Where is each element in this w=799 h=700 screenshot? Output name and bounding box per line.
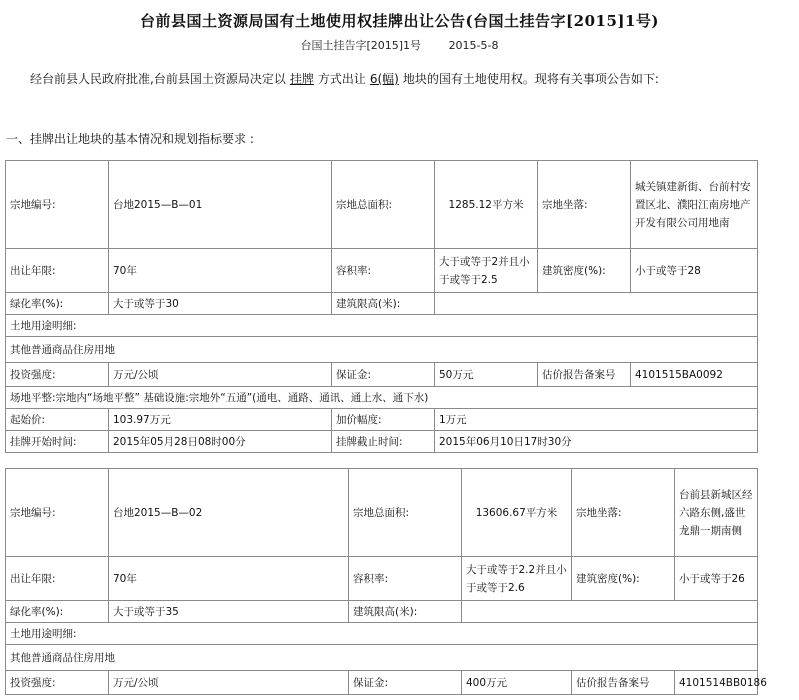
- label-term: 出让年限:: [6, 557, 109, 601]
- label-green: 绿化率(%):: [6, 601, 109, 623]
- label-appraisal: 估价报告备案号: [538, 363, 631, 387]
- intro-method: 挂牌: [289, 72, 314, 86]
- total-area-value: 1285.12平方米: [435, 161, 538, 249]
- table-row: [6, 469, 758, 557]
- section-heading: 一、挂牌出让地块的基本情况和规划指标要求 :: [6, 132, 254, 146]
- location-value: 台前县新城区经六路东侧,盛世龙鼎一期南侧: [675, 469, 758, 557]
- use-value: 其他普通商品住房用地: [6, 337, 758, 363]
- intro-text-2: 方式出让: [317, 72, 366, 86]
- far-value: 大于或等于2并且小于或等于2.5: [435, 249, 538, 293]
- publish-date: 2015-5-8: [448, 39, 499, 52]
- label-total-area: 宗地总面积:: [349, 469, 462, 557]
- density-value: 小于或等于28: [631, 249, 758, 293]
- label-green: 绿化率(%):: [6, 293, 109, 315]
- label-density: 建筑密度(%):: [572, 557, 675, 601]
- parcel-table-2: [5, 468, 767, 695]
- parcel-table-1: [5, 160, 758, 453]
- intro-text-1: 经台前县人民政府批准,台前县国土资源局决定以: [30, 72, 286, 86]
- location-value: 城关镇建新街、台前村安置区北、濮阳江南房地产开发有限公司用地南: [631, 161, 758, 249]
- listing-end-value: 2015年06月10日17时30分: [435, 431, 758, 453]
- label-deposit: 保证金:: [349, 671, 462, 695]
- table-row: [6, 557, 758, 601]
- listing-start-value: 2015年05月28日08时00分: [109, 431, 332, 453]
- table-row: [6, 293, 758, 315]
- label-far: 容积率:: [349, 557, 462, 601]
- label-start-price: 起始价:: [6, 409, 109, 431]
- invest-value: 万元/公顷: [109, 363, 332, 387]
- green-value: 大于或等于30: [109, 293, 332, 315]
- label-parcel-no: 宗地编号:: [6, 161, 109, 249]
- intro-count: 6(幅): [369, 72, 399, 86]
- label-listing-start: 挂牌开始时间:: [6, 431, 109, 453]
- label-invest: 投资强度:: [6, 671, 109, 695]
- deposit-value: 400万元: [462, 671, 572, 695]
- label-use-detail: 土地用途明细:: [6, 623, 758, 645]
- table-row: [6, 431, 758, 453]
- table-row: [6, 249, 758, 293]
- intro-paragraph: [6, 70, 786, 89]
- parcel-no-value: 台地2015—B—02: [109, 469, 349, 557]
- intro-text-3: 地块的国有土地使用权。现将有关事项公告如下:: [402, 72, 659, 86]
- table-row: [6, 645, 758, 671]
- total-area-value: 13606.67平方米: [462, 469, 572, 557]
- label-increment: 加价幅度:: [332, 409, 435, 431]
- appraisal-value: 4101514BB0186: [675, 671, 758, 695]
- label-far: 容积率:: [332, 249, 435, 293]
- label-location: 宗地坐落:: [572, 469, 675, 557]
- label-location: 宗地坐落:: [538, 161, 631, 249]
- label-listing-end: 挂牌截止时间:: [332, 431, 435, 453]
- label-density: 建筑密度(%):: [538, 249, 631, 293]
- table-row: [6, 671, 758, 695]
- start-price-value: 103.97万元: [109, 409, 332, 431]
- height-value: [435, 293, 758, 315]
- label-term: 出让年限:: [6, 249, 109, 293]
- table-row: [6, 387, 758, 409]
- term-value: 70年: [109, 249, 332, 293]
- table-row: [6, 337, 758, 363]
- invest-value: 万元/公顷: [109, 671, 349, 695]
- label-use-detail: 土地用途明细:: [6, 315, 758, 337]
- label-total-area: 宗地总面积:: [332, 161, 435, 249]
- term-value: 70年: [109, 557, 349, 601]
- doc-meta: [0, 37, 799, 53]
- label-height: 建筑限高(米):: [332, 293, 435, 315]
- table-row: [6, 409, 758, 431]
- appraisal-value: 4101515BA0092: [631, 363, 758, 387]
- label-invest: 投资强度:: [6, 363, 109, 387]
- table-row: [6, 161, 758, 249]
- label-height: 建筑限高(米):: [349, 601, 462, 623]
- table-row: [6, 315, 758, 337]
- density-value: 小于或等于26: [675, 557, 758, 601]
- parcel-no-value: 台地2015—B—01: [109, 161, 332, 249]
- site-info: 场地平整:宗地内“场地平整” 基础设施:宗地外“五通”(通电、通路、通讯、通上水、通下水): [6, 387, 758, 409]
- far-value: 大于或等于2.2并且小于或等于2.6: [462, 557, 572, 601]
- label-parcel-no: 宗地编号:: [6, 469, 109, 557]
- table-row: [6, 363, 758, 387]
- table-row: [6, 623, 758, 645]
- page-title: 台前县国土资源局国有土地使用权挂牌出让公告(台国土挂告字[2015]1号): [139, 12, 660, 30]
- label-deposit: 保证金:: [332, 363, 435, 387]
- doc-number: 台国土挂告字[2015]1号: [300, 39, 422, 52]
- increment-value: 1万元: [435, 409, 758, 431]
- label-appraisal: 估价报告备案号: [572, 671, 675, 695]
- table-row: [6, 601, 758, 623]
- use-value: 其他普通商品住房用地: [6, 645, 758, 671]
- deposit-value: 50万元: [435, 363, 538, 387]
- height-value: [462, 601, 758, 623]
- green-value: 大于或等于35: [109, 601, 349, 623]
